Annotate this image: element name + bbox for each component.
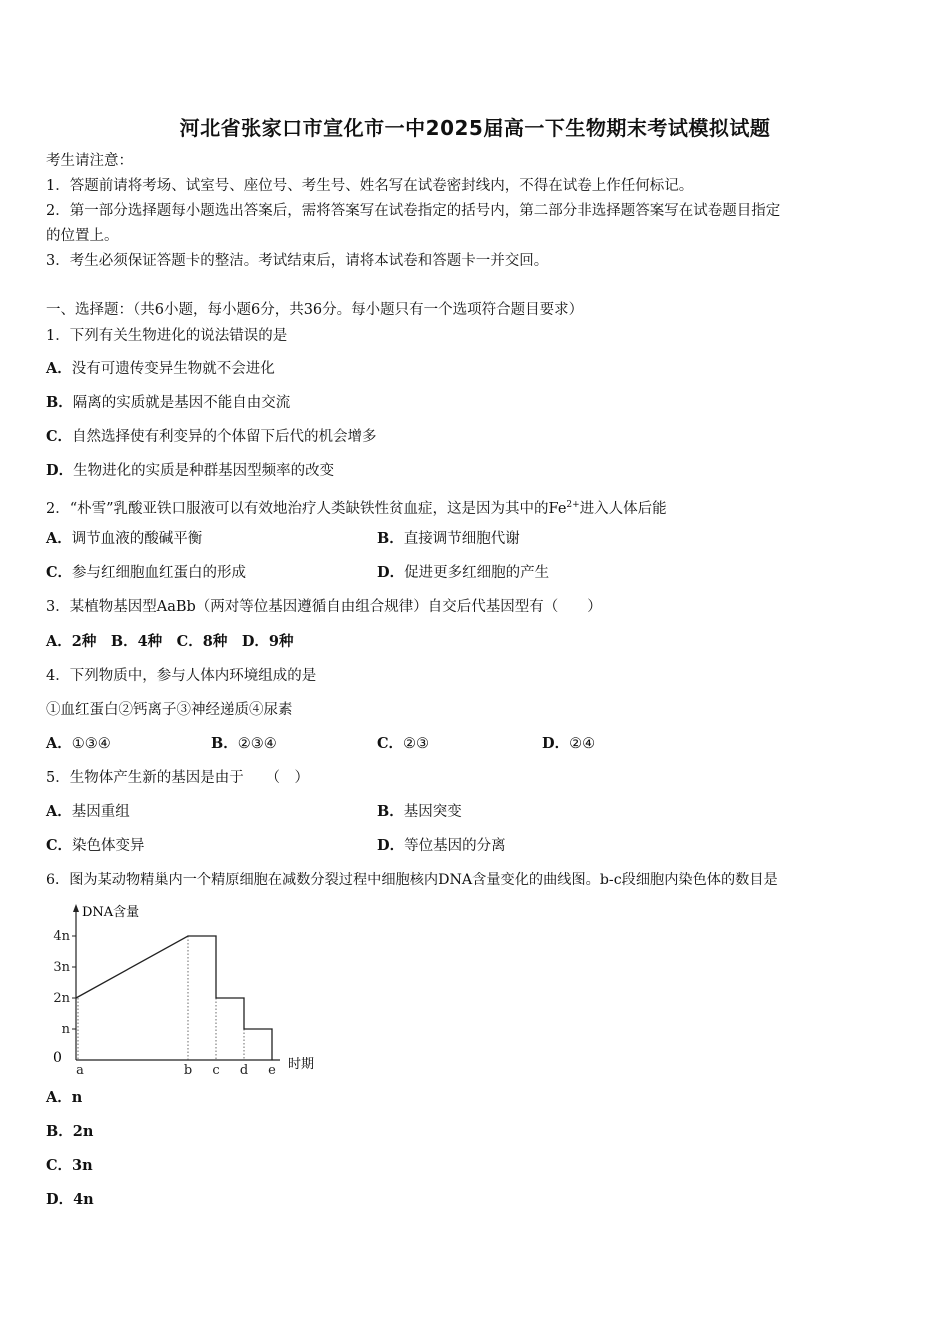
- option-text: 调节血液的酸碱平衡: [71, 531, 203, 547]
- data-point: [243, 997, 244, 998]
- y-tick-label: 4n: [53, 929, 70, 944]
- q6-option-d: [46, 1190, 94, 1210]
- option-text: ①③④: [71, 736, 111, 752]
- option-letter: C．: [46, 837, 73, 854]
- q4-option-b: [211, 734, 277, 754]
- q4-option-c: [377, 734, 429, 754]
- option-letter: A．: [46, 1089, 72, 1106]
- option-text: 促进更多红细胞的产生: [404, 565, 550, 581]
- q6-option-c: [46, 1156, 93, 1176]
- option-text: 隔离的实质就是基因不能自由交流: [72, 395, 291, 411]
- q4-sub-items: ①血红蛋白②钙离子③神经递质④尿素: [46, 702, 293, 718]
- q1-option-d: [46, 461, 334, 481]
- option-text: 等位基因的分离: [404, 838, 506, 854]
- x-axis-label: 时期: [288, 1057, 315, 1072]
- data-point: [75, 997, 76, 998]
- option-text: ②③④: [237, 736, 277, 752]
- data-point: [215, 935, 216, 936]
- data-point: [215, 997, 216, 998]
- option-letter: D．: [377, 837, 405, 854]
- option-text: 没有可遗传变异生物就不会进化: [71, 361, 275, 377]
- y-tick-label: 3n: [53, 960, 70, 975]
- option-letter: A．: [46, 530, 72, 547]
- option-text: 3n: [72, 1157, 93, 1174]
- question-3-stem: 3．某植物基因型AaBb（两对等位基因遵循自由组合规律）自交后代基因型有（ ）: [46, 599, 602, 615]
- notice-item: 3．考生必须保证答题卡的整洁。考试结束后，请将本试卷和答题卡一并交回。: [46, 253, 549, 269]
- y-axis-label: DNA含量: [82, 905, 140, 920]
- data-point: [243, 1028, 244, 1029]
- q2-option-c: [46, 563, 246, 583]
- option-text: n: [71, 1089, 83, 1106]
- option-letter: B．: [377, 530, 404, 547]
- q2-option-a: [46, 529, 202, 549]
- option-text: 生物进化的实质是种群基因型频率的改变: [73, 463, 335, 479]
- data-point: [187, 935, 188, 936]
- question-2-stem: [46, 495, 667, 519]
- x-tick-label: a: [76, 1063, 84, 1078]
- option-letter: A．: [46, 735, 72, 752]
- question-1-stem: 1．下列有关生物进化的说法错误的是: [46, 328, 288, 344]
- stem-text: 进入人体后能: [579, 500, 667, 517]
- notice-item: 1．答题前请将考场、试室号、座位号、考生号、姓名写在试卷密封线内，不得在试卷上作任何标记。: [46, 178, 694, 194]
- q5-option-d: [377, 836, 506, 856]
- x-tick-label: d: [239, 1063, 249, 1078]
- option-letter: A．: [46, 360, 72, 377]
- q6-option-b: [46, 1122, 93, 1142]
- question-5-stem: 5．生物体产生新的基因是由于 （ ）: [46, 770, 309, 786]
- dna-series-line: [76, 936, 272, 1060]
- q1-option-c: [46, 427, 377, 447]
- origin-label: 0: [53, 1050, 62, 1066]
- x-tick-label: c: [212, 1063, 220, 1078]
- option-text: 参与红细胞血红蛋白的形成: [72, 565, 247, 581]
- option-letter: B．: [46, 394, 73, 411]
- question-6-stem: 6．图为某动物精巢内一个精原细胞在减数分裂过程中细胞核内DNA含量变化的曲线图。b-c段细胞内染色体的数目是: [46, 872, 778, 888]
- q1-option-b: [46, 393, 290, 413]
- q4-option-a: [46, 734, 111, 754]
- option-letter: B．: [46, 1123, 73, 1140]
- option-text: 2n: [72, 1123, 94, 1140]
- q5-option-b: [377, 802, 462, 822]
- q5-option-a: [46, 802, 130, 822]
- superscript: 2+: [566, 500, 580, 510]
- data-point: [271, 1059, 272, 1060]
- option-text: 基因突变: [403, 804, 462, 820]
- q3-options: A．2种 B．4种 C．8种 D．9种: [46, 633, 294, 650]
- q4-option-d: [542, 734, 595, 754]
- y-axis-arrow: [73, 904, 79, 912]
- y-tick-label: n: [61, 1022, 70, 1037]
- y-tick-label: 2n: [53, 991, 70, 1006]
- q6-option-a: [46, 1088, 82, 1108]
- section-heading: 一、选择题：（共6小题，每小题6分，共36分。每小题只有一个选项符合题目要求）: [46, 302, 584, 318]
- option-text: 自然选择使有利变异的个体留下后代的机会增多: [72, 429, 377, 445]
- q2-option-b: [377, 529, 520, 549]
- x-tick-label: b: [183, 1063, 193, 1078]
- option-text: ②④: [569, 736, 596, 752]
- data-point: [271, 1028, 272, 1029]
- option-letter: D．: [542, 735, 570, 752]
- option-letter: C．: [46, 564, 73, 581]
- option-letter: A．: [46, 803, 72, 820]
- option-letter: C．: [46, 1157, 73, 1174]
- notice-item: 2．第一部分选择题每小题选出答案后，需将答案写在试卷指定的括号内，第二部分非选择题答案写在试卷题目指定: [46, 203, 781, 219]
- option-letter: C．: [46, 428, 73, 445]
- option-text: 直接调节细胞代谢: [403, 531, 520, 547]
- option-text: ②③: [403, 736, 430, 752]
- option-letter: C．: [377, 735, 404, 752]
- option-letter: B．: [377, 803, 404, 820]
- option-letter: D．: [46, 462, 74, 479]
- question-4-stem: 4．下列物质中，参与人体内环境组成的是: [46, 668, 317, 684]
- notice-item: 的位置上。: [46, 228, 119, 244]
- option-text: 4n: [73, 1191, 94, 1208]
- x-tick-label: e: [268, 1063, 276, 1078]
- stem-text: 2．“朴雪”乳酸亚铁口服液可以有效地治疗人类缺铁性贫血症，这是因为其中的Fe: [46, 500, 567, 517]
- dna-content-chart: [40, 896, 340, 1081]
- notice-heading: 考生请注意：: [46, 153, 133, 169]
- option-text: 染色体变异: [72, 838, 145, 854]
- option-letter: D．: [377, 564, 405, 581]
- q2-option-d: [377, 563, 549, 583]
- q5-option-c: [46, 836, 145, 856]
- q1-option-a: [46, 359, 275, 379]
- page-title: 河北省张家口市宣化市一中2025届高一下生物期末考试模拟试题: [179, 116, 771, 140]
- option-text: 基因重组: [71, 804, 130, 820]
- option-letter: D．: [46, 1191, 74, 1208]
- option-letter: B．: [211, 735, 238, 752]
